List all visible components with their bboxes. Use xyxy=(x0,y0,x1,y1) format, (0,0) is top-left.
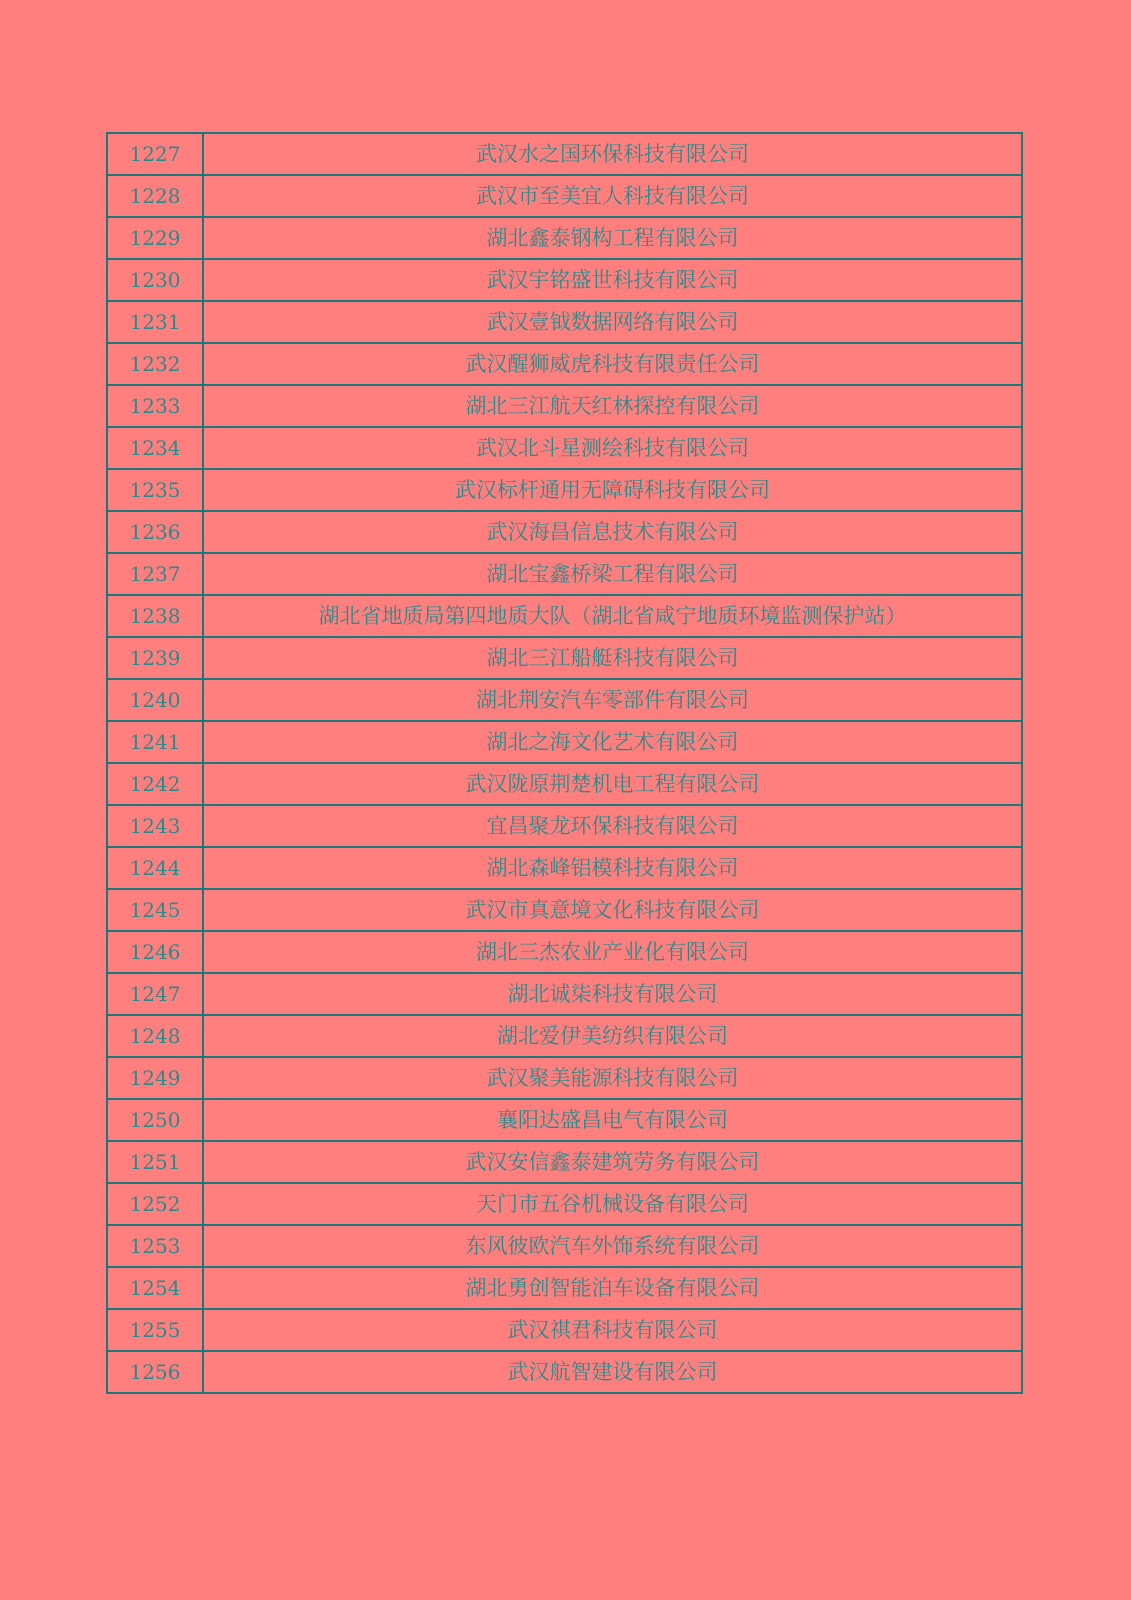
row-number-cell: 1229 xyxy=(107,217,203,259)
table-row xyxy=(107,931,1022,973)
table-row xyxy=(107,133,1022,175)
row-number-cell: 1250 xyxy=(107,1099,203,1141)
table-row xyxy=(107,763,1022,805)
company-name-cell: 武汉市至美宜人科技有限公司 xyxy=(203,175,1022,217)
row-number-cell: 1253 xyxy=(107,1225,203,1267)
company-name-cell: 武汉标杆通用无障碍科技有限公司 xyxy=(203,469,1022,511)
company-name-cell: 武汉醒狮威虎科技有限责任公司 xyxy=(203,343,1022,385)
table-row xyxy=(107,1351,1022,1393)
row-number-cell: 1236 xyxy=(107,511,203,553)
table-row xyxy=(107,1267,1022,1309)
row-number-cell: 1251 xyxy=(107,1141,203,1183)
table-row xyxy=(107,1141,1022,1183)
table-row xyxy=(107,721,1022,763)
company-name-cell: 武汉宇铭盛世科技有限公司 xyxy=(203,259,1022,301)
row-number-cell: 1233 xyxy=(107,385,203,427)
table-row xyxy=(107,427,1022,469)
row-number-cell: 1254 xyxy=(107,1267,203,1309)
company-name-cell: 湖北三江航天红林探控有限公司 xyxy=(203,385,1022,427)
company-name-cell: 湖北爱伊美纺织有限公司 xyxy=(203,1015,1022,1057)
table-row xyxy=(107,301,1022,343)
row-number-cell: 1247 xyxy=(107,973,203,1015)
company-name-cell: 武汉安信鑫泰建筑劳务有限公司 xyxy=(203,1141,1022,1183)
company-name-cell: 天门市五谷机械设备有限公司 xyxy=(203,1183,1022,1225)
company-name-cell: 湖北三江船艇科技有限公司 xyxy=(203,637,1022,679)
company-name-cell: 湖北勇创智能泊车设备有限公司 xyxy=(203,1267,1022,1309)
table-row xyxy=(107,595,1022,637)
company-name-cell: 宜昌聚龙环保科技有限公司 xyxy=(203,805,1022,847)
company-name-cell: 湖北荆安汽车零部件有限公司 xyxy=(203,679,1022,721)
table-row xyxy=(107,469,1022,511)
table-row xyxy=(107,1183,1022,1225)
row-number-cell: 1237 xyxy=(107,553,203,595)
company-name-cell: 武汉海昌信息技术有限公司 xyxy=(203,511,1022,553)
company-name-cell: 湖北省地质局第四地质大队（湖北省咸宁地质环境监测保护站） xyxy=(203,595,1022,637)
table-row xyxy=(107,259,1022,301)
company-name-cell: 湖北宝鑫桥梁工程有限公司 xyxy=(203,553,1022,595)
table-row xyxy=(107,805,1022,847)
row-number-cell: 1232 xyxy=(107,343,203,385)
row-number-cell: 1245 xyxy=(107,889,203,931)
row-number-cell: 1244 xyxy=(107,847,203,889)
company-name-cell: 襄阳达盛昌电气有限公司 xyxy=(203,1099,1022,1141)
row-number-cell: 1234 xyxy=(107,427,203,469)
company-name-cell: 湖北诚柒科技有限公司 xyxy=(203,973,1022,1015)
row-number-cell: 1255 xyxy=(107,1309,203,1351)
company-name-cell: 武汉祺君科技有限公司 xyxy=(203,1309,1022,1351)
table-row xyxy=(107,385,1022,427)
table-row xyxy=(107,343,1022,385)
table-row xyxy=(107,1225,1022,1267)
table-row xyxy=(107,847,1022,889)
company-name-cell: 武汉北斗星测绘科技有限公司 xyxy=(203,427,1022,469)
company-name-cell: 武汉壹钺数据网络有限公司 xyxy=(203,301,1022,343)
table-row xyxy=(107,511,1022,553)
row-number-cell: 1239 xyxy=(107,637,203,679)
company-name-cell: 湖北之海文化艺术有限公司 xyxy=(203,721,1022,763)
company-name-cell: 武汉航智建设有限公司 xyxy=(203,1351,1022,1393)
row-number-cell: 1227 xyxy=(107,133,203,175)
table-row xyxy=(107,217,1022,259)
company-name-cell: 湖北鑫泰钢构工程有限公司 xyxy=(203,217,1022,259)
company-name-cell: 武汉市真意境文化科技有限公司 xyxy=(203,889,1022,931)
row-number-cell: 1241 xyxy=(107,721,203,763)
table-row xyxy=(107,1057,1022,1099)
company-name-cell: 东风彼欧汽车外饰系统有限公司 xyxy=(203,1225,1022,1267)
row-number-cell: 1246 xyxy=(107,931,203,973)
table-row xyxy=(107,175,1022,217)
company-name-cell: 湖北森峰铝模科技有限公司 xyxy=(203,847,1022,889)
row-number-cell: 1252 xyxy=(107,1183,203,1225)
table-row xyxy=(107,973,1022,1015)
row-number-cell: 1248 xyxy=(107,1015,203,1057)
row-number-cell: 1235 xyxy=(107,469,203,511)
row-number-cell: 1238 xyxy=(107,595,203,637)
row-number-cell: 1256 xyxy=(107,1351,203,1393)
table-row xyxy=(107,1099,1022,1141)
company-name-cell: 武汉聚美能源科技有限公司 xyxy=(203,1057,1022,1099)
row-number-cell: 1228 xyxy=(107,175,203,217)
row-number-cell: 1249 xyxy=(107,1057,203,1099)
table-body xyxy=(107,133,1022,1393)
table-row xyxy=(107,1015,1022,1057)
table-row xyxy=(107,637,1022,679)
row-number-cell: 1243 xyxy=(107,805,203,847)
table-row xyxy=(107,1309,1022,1351)
table-row xyxy=(107,889,1022,931)
row-number-cell: 1242 xyxy=(107,763,203,805)
row-number-cell: 1230 xyxy=(107,259,203,301)
company-list-table xyxy=(106,132,1023,1394)
table-row xyxy=(107,679,1022,721)
row-number-cell: 1231 xyxy=(107,301,203,343)
company-name-cell: 武汉水之国环保科技有限公司 xyxy=(203,133,1022,175)
company-name-cell: 武汉陇原荆楚机电工程有限公司 xyxy=(203,763,1022,805)
company-name-cell: 湖北三杰农业产业化有限公司 xyxy=(203,931,1022,973)
table-row xyxy=(107,553,1022,595)
row-number-cell: 1240 xyxy=(107,679,203,721)
